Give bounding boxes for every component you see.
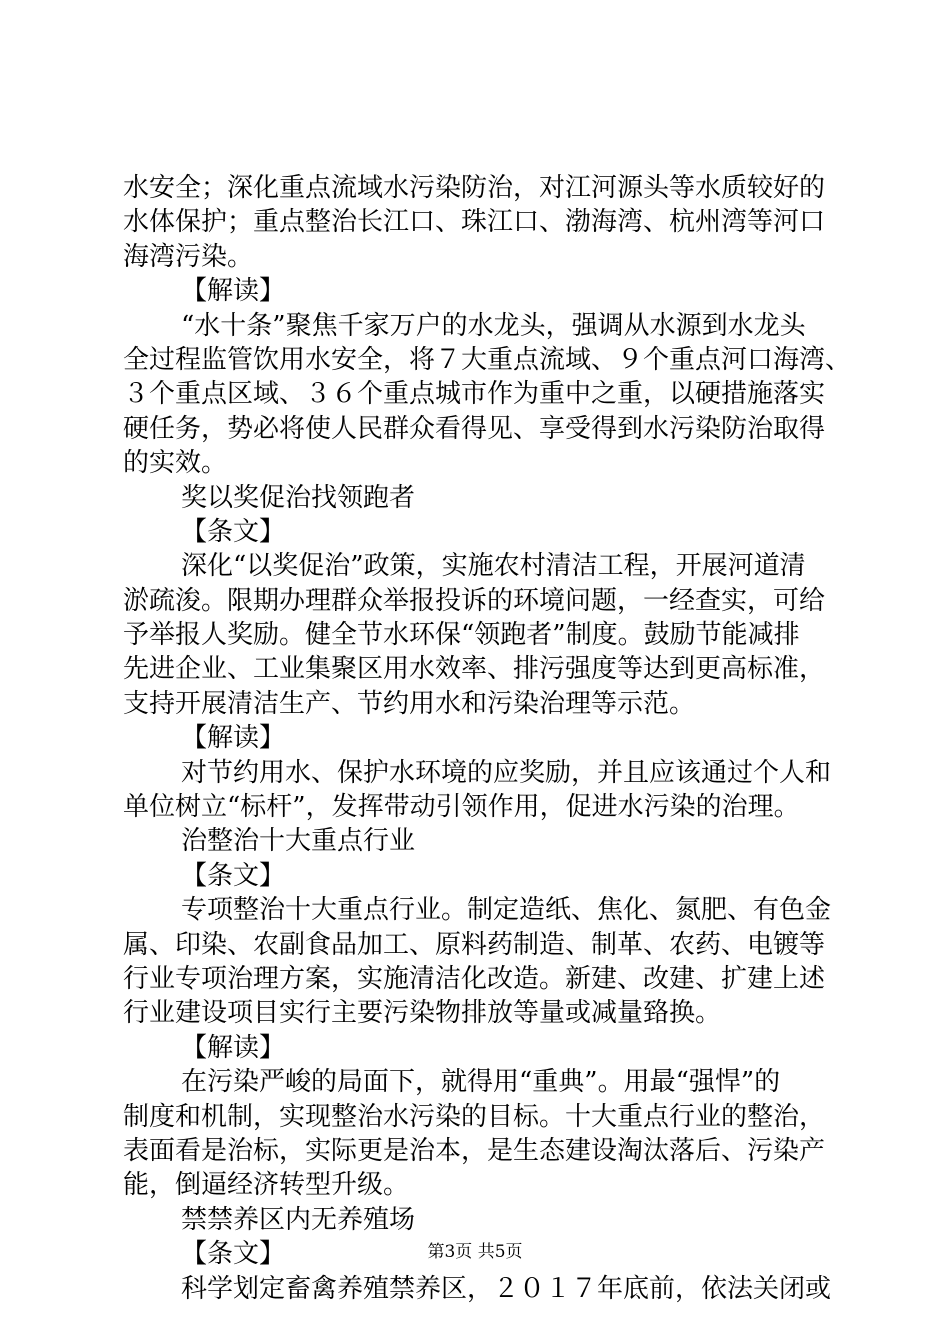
text-line: 在污染严峻的局面下，就得用“重典”。用最“强悍”的 — [181, 1067, 781, 1098]
text-line: 深化“以奖促治”政策，实施农村清洁工程，开展河道清 — [181, 551, 806, 582]
text-line: 先进企业、工业集聚区用水效率、排污强度等达到更高标准， — [123, 654, 826, 685]
text-line: 【解读】 — [181, 1032, 286, 1063]
text-line: 行业建设项目实行主要污染物排放等量或减量臵换。 — [123, 998, 722, 1029]
page-footer: 第3页 共5页 — [427, 1242, 523, 1262]
text-line: 【解读】 — [181, 723, 286, 754]
document-body — [123, 171, 852, 1306]
text-line: 水安全；深化重点流域水污染防治，对江河源头等水质较好的 — [123, 173, 826, 203]
text-line: 【解读】 — [181, 276, 286, 307]
text-line: 行业专项治理方案，实施清洁化改造。新建、改建、扩建上述 — [123, 963, 826, 994]
text-line: 支持开展清洁生产、节约用水和污染治理等示范。 — [123, 688, 696, 719]
text-line: 硬任务，势必将使人民群众看得见、享受得到水污染防治取得 — [123, 413, 826, 444]
text-line: 制度和机制，实现整治水污染的目标。十大重点行业的整治， — [123, 1101, 826, 1132]
text-line: 对节约用水、保护水环境的应奖励，并且应该通过个人和 — [181, 757, 832, 788]
text-line: 淤疏浚。限期办理群众举报投诉的环境问题，一经查实，可给 — [123, 585, 826, 616]
text-line: 予举报人奖励。健全节水环保“领跑者”制度。鼓励节能减排 — [123, 620, 800, 651]
text-line: 科学划定畜禽养殖禁养区，２０１７年底前，依法关闭或 — [181, 1273, 832, 1304]
text-line: 【条文】 — [181, 516, 286, 547]
text-line: 表面看是治标，实际更是治本，是生态建设淘汰落后、污染产 — [123, 1135, 826, 1166]
text-line: 能，倒逼经济转型升级。 — [123, 1170, 410, 1201]
text-line: 全过程监管饮用水安全，将７大重点流域、９个重点河口海湾、 — [123, 344, 852, 375]
text-line: 专项整治十大重点行业。制定造纸、焦化、氮肥、有色金 — [181, 895, 832, 926]
text-line: 水体保护；重点整治长江口、珠江口、渤海湾、杭州湾等河口 — [123, 207, 826, 238]
text-line: 治整治十大重点行业 — [181, 826, 416, 857]
text-line: 禁禁养区内无养殖场 — [181, 1204, 416, 1235]
text-line: ３个重点区域、３６个重点城市作为重中之重，以硬措施落实 — [123, 379, 826, 410]
text-line: 属、印染、农副食品加工、原料药制造、制革、农药、电镀等 — [123, 929, 826, 960]
text-line: 【条文】 — [181, 1239, 286, 1270]
text-line: 单位树立“标杆”，发挥带动引领作用，促进水污染的治理。 — [123, 792, 800, 823]
text-line: 的实效。 — [123, 448, 228, 479]
text-line: “水十条”聚焦千家万户的水龙头，强调从水源到水龙头 — [181, 310, 806, 341]
text-line: 【条文】 — [181, 860, 286, 891]
text-line: 海湾污染。 — [123, 241, 254, 272]
text-line: 奖以奖促治找领跑者 — [181, 482, 416, 513]
